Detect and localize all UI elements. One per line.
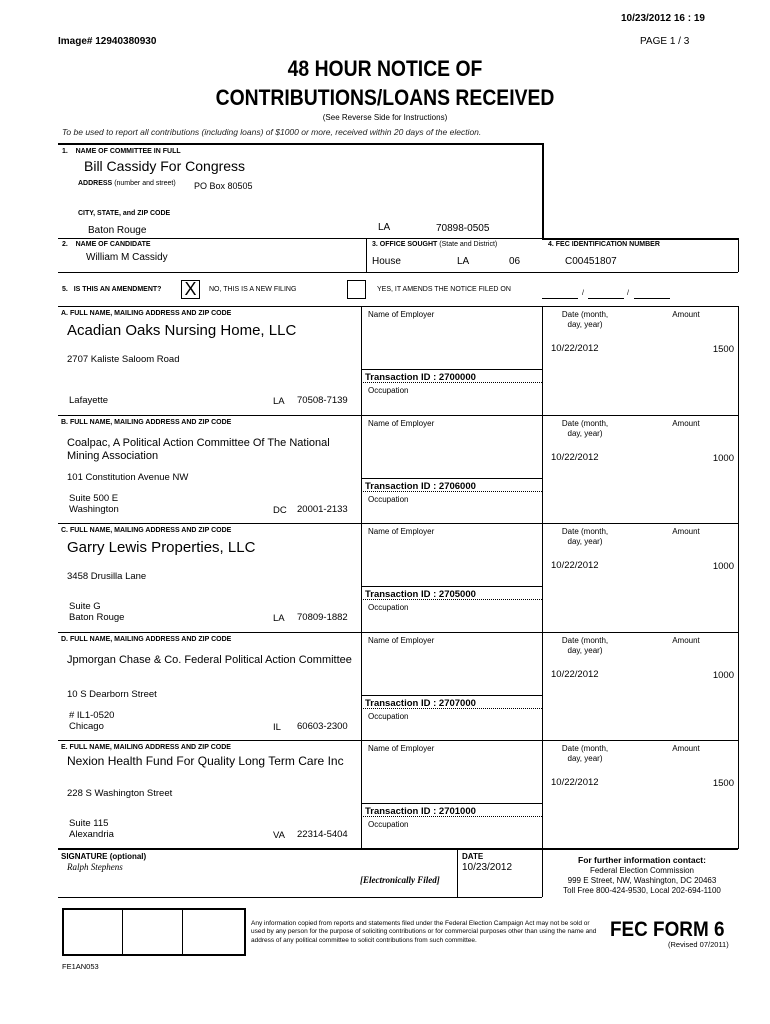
electronically-filed: [Electronically Filed] <box>360 875 440 885</box>
transaction-prefix: Transaction ID : <box>365 372 439 383</box>
transaction-id-value: 2700000 <box>438 372 476 383</box>
contributor-address2: Suite 500 E <box>69 492 119 504</box>
amendment-label-text: IS THIS AN AMENDMENT? <box>73 286 162 293</box>
contributor-name: Nexion Health Fund For Quality Long Term Care Inc <box>67 754 344 769</box>
contributor-address2: Suite G <box>69 601 101 613</box>
fec-form-name: FEC FORM 6 <box>610 918 725 941</box>
employer-label: Name of Employer <box>368 527 435 537</box>
contribution-amount: 1000 <box>712 561 734 573</box>
date-column-label-2: day, year) <box>567 754 603 764</box>
checked-x-mark: X <box>184 279 197 299</box>
transaction-prefix: Transaction ID : <box>365 480 439 492</box>
occupation-label: Occupation <box>368 820 409 830</box>
candidate-label-text: NAME OF CANDIDATE <box>75 241 151 248</box>
committee-address: PO Box 80505 <box>194 181 253 191</box>
contributor-zip: 20001-2133 <box>297 503 348 515</box>
office-use-box <box>62 908 246 956</box>
contributor-address1: 3458 Drusilla Lane <box>67 571 147 583</box>
contributor-address1: 101 Constitution Avenue NW <box>67 471 189 483</box>
contributor-address2: # IL1-0520 <box>69 709 115 721</box>
contributor-city: Lafayette <box>69 395 109 406</box>
address-label-text: ADDRESS <box>78 180 113 187</box>
transaction-id-value: 2706000 <box>438 480 476 492</box>
office-value: House <box>372 256 401 267</box>
contributor-label: D. FULL NAME, MAILING ADDRESS AND ZIP CODE <box>61 635 232 643</box>
date-label: DATE <box>462 852 484 861</box>
committee-name: Bill Cassidy For Congress <box>84 158 246 174</box>
contributor-state: IL <box>273 721 281 733</box>
committee-label-text: NAME OF COMMITTEE IN FULL <box>75 148 181 155</box>
amendment-no-checkbox[interactable] <box>181 280 200 299</box>
amendment-no-label: NO, THIS IS A NEW FILING <box>209 286 297 293</box>
date-column-label-2: day, year) <box>567 645 603 655</box>
committee-zip: 70898-0505 <box>436 223 490 234</box>
contributor-name: Acadian Oaks Nursing Home, LLC <box>67 322 297 339</box>
page-number: PAGE 1 / 3 <box>640 36 690 47</box>
transaction-prefix: Transaction ID : <box>365 806 439 818</box>
office-state: LA <box>457 256 470 267</box>
amendment-yes-label: YES, IT AMENDS THE NOTICE FILED ON <box>377 286 511 293</box>
contributor-zip: 70508-7139 <box>297 395 348 406</box>
amount-column-label: Amount <box>672 635 700 645</box>
office-label-note: (State and District) <box>439 241 498 248</box>
contribution-amount: 1000 <box>712 452 734 464</box>
contributor-city: Alexandria <box>69 829 114 841</box>
amount-column-label: Amount <box>672 418 700 428</box>
committee-city: Baton Rouge <box>88 225 147 236</box>
city-state-zip-label: CITY, STATE, and ZIP CODE <box>78 210 171 217</box>
date-column-label-2: day, year) <box>567 537 603 547</box>
contribution-amount: 1000 <box>712 669 734 681</box>
fec-id-value: C00451807 <box>565 256 617 267</box>
contact-line1: Federal Election Commission <box>589 866 695 875</box>
contributor-label: E. FULL NAME, MAILING ADDRESS AND ZIP CODE <box>61 744 231 752</box>
contact-heading: For further information contact: <box>578 855 706 865</box>
contributor-city: Chicago <box>69 720 104 732</box>
contributor-label: A. FULL NAME, MAILING ADDRESS AND ZIP CODE <box>61 310 232 317</box>
date-column-label-2: day, year) <box>567 428 603 438</box>
contribution-date: 10/22/2012 <box>551 451 599 463</box>
transaction-id-value: 2701000 <box>438 806 476 818</box>
contribution-date: 10/22/2012 <box>551 560 599 572</box>
address-label <box>78 180 176 187</box>
amount-column-label: Amount <box>672 744 700 754</box>
transaction-prefix: Transaction ID : <box>365 589 439 601</box>
date-column-label-1: Date (month, <box>561 744 609 754</box>
contributor-city: Washington <box>69 503 119 515</box>
instructions-note: (See Reverse Side for Instructions) <box>322 113 448 122</box>
signature-name: Ralph Stephens <box>67 862 123 872</box>
contributor-label: C. FULL NAME, MAILING ADDRESS AND ZIP CODE <box>61 527 232 535</box>
report-datetime: 10/23/2012 16 : 19 <box>621 13 705 24</box>
occupation-label: Occupation <box>368 386 409 395</box>
transaction-id-value: 2707000 <box>438 697 476 709</box>
date-column-label-1: Date (month, <box>561 527 609 537</box>
date-column-label-1: Date (month, <box>561 635 609 645</box>
contribution-amount: 1500 <box>712 344 734 355</box>
contributor-name: Garry Lewis Properties, LLC <box>67 539 256 557</box>
committee-state: LA <box>378 222 391 233</box>
signature-date: 10/23/2012 <box>462 862 513 873</box>
contributor-label: B. FULL NAME, MAILING ADDRESS AND ZIP CODE <box>61 418 232 426</box>
contribution-date: 10/22/2012 <box>551 777 599 789</box>
contributor-address1: 10 S Dearborn Street <box>67 688 157 700</box>
candidate-num: 2. <box>62 241 68 248</box>
amendment-num: 5. <box>62 286 68 293</box>
amendment-label <box>62 286 161 293</box>
image-number: Image# 12940380930 <box>58 36 157 47</box>
office-sought-label <box>372 241 497 248</box>
occupation-label: Occupation <box>368 494 409 504</box>
occupation-label: Occupation <box>368 711 409 721</box>
contribution-date: 10/22/2012 <box>551 343 599 354</box>
amend-date-sep2: / <box>627 290 629 297</box>
committee-name-label <box>62 148 181 155</box>
form-title-line2: CONTRIBUTIONS/LOANS RECEIVED <box>215 85 555 110</box>
office-district: 06 <box>509 256 521 267</box>
contributor-state: LA <box>273 613 285 625</box>
address-label-note: (number and street) <box>114 180 176 187</box>
contact-line3: Toll Free 800-424-9530, Local 202-694-1100 <box>563 886 721 895</box>
revised-date: (Revised 07/2011) <box>668 940 729 949</box>
contribution-amount: 1500 <box>712 778 734 790</box>
amend-date-month-line[interactable] <box>542 298 578 299</box>
contributor-address1: 2707 Kaliste Saloom Road <box>67 354 180 365</box>
occupation-label: Occupation <box>368 603 409 613</box>
form-title-line1: 48 HOUR NOTICE OF <box>287 56 483 81</box>
intro-text: To be used to report all contributions (including loans) of $1000 or more, received within 20 days of the election. <box>62 127 482 137</box>
contributor-state: DC <box>273 504 287 516</box>
amount-column-label: Amount <box>672 310 700 319</box>
contributor-city: Baton Rouge <box>69 612 125 624</box>
amend-date-year-line[interactable] <box>634 298 670 299</box>
contributor-address1: 228 S Washington Street <box>67 788 173 800</box>
date-column-label-2: day, year) <box>567 320 603 329</box>
employer-label: Name of Employer <box>368 744 435 754</box>
transaction-prefix: Transaction ID : <box>365 697 439 709</box>
usage-notice: Any information copied from reports and statements filed under the Federal Election Campaign Act may not be sold or used by any person for the purpose of soliciting contributions or for commercial purposes other than using the name and address of any political committee to solicit contributions from such committee. <box>251 920 597 944</box>
date-column-label-1: Date (month, <box>561 418 609 428</box>
contributor-state: VA <box>273 830 285 842</box>
contact-line2: 999 E Street, NW, Washington, DC 20463 <box>567 876 717 885</box>
committee-num: 1. <box>62 148 68 155</box>
transaction-id-value: 2705000 <box>438 589 476 601</box>
office-label-text: 3. OFFICE SOUGHT <box>372 241 438 248</box>
contributor-zip: 60603-2300 <box>297 720 348 732</box>
employer-label: Name of Employer <box>368 418 435 428</box>
employer-label: Name of Employer <box>368 310 435 319</box>
amount-column-label: Amount <box>672 527 700 537</box>
date-column-label-1: Date (month, <box>561 310 609 319</box>
form-code: FE1AN053 <box>62 962 99 971</box>
employer-label: Name of Employer <box>368 635 435 645</box>
contributor-name: Coalpac, A Political Action Committee Of The National Mining Association <box>67 436 330 462</box>
amendment-yes-checkbox[interactable] <box>347 280 366 299</box>
candidate-name-label <box>62 241 151 248</box>
contributor-name: Jpmorgan Chase & Co. Federal Political Action Committee <box>67 653 352 666</box>
amend-date-sep1: / <box>582 290 584 297</box>
contributor-zip: 22314-5404 <box>297 829 348 841</box>
fec-id-label: 4. FEC IDENTIFICATION NUMBER <box>548 241 660 248</box>
amend-date-day-line[interactable] <box>588 298 624 299</box>
contributor-address2: Suite 115 <box>69 818 109 830</box>
signature-label: SIGNATURE (optional) <box>61 852 147 861</box>
contributor-zip: 70809-1882 <box>297 612 348 624</box>
contributor-state: LA <box>273 396 285 407</box>
candidate-name: William M Cassidy <box>86 252 168 263</box>
contribution-date: 10/22/2012 <box>551 668 599 680</box>
